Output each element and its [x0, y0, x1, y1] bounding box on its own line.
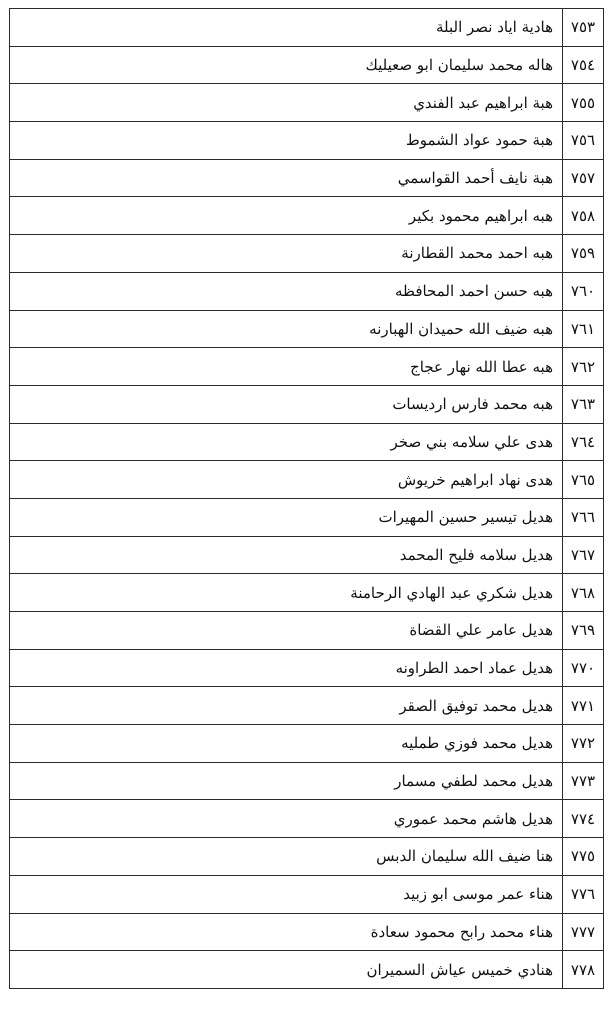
row-name: هبة ابراهيم عبد الفندي: [10, 84, 563, 122]
row-name: هبه ابراهيم محمود بكير: [10, 197, 563, 235]
row-number: ٧٧٢: [563, 725, 604, 763]
row-number: ٧٥٣: [563, 9, 604, 47]
row-name: هديل عماد احمد الطراونه: [10, 649, 563, 687]
row-number: ٧٦٦: [563, 498, 604, 536]
row-number: ٧٥٧: [563, 159, 604, 197]
row-number: ٧٧٠: [563, 649, 604, 687]
table-row: [10, 612, 604, 650]
row-number: ٧٦٢: [563, 348, 604, 386]
table-row: [10, 951, 604, 989]
table-row: [10, 197, 604, 235]
row-name: هبة نايف أحمد القواسمي: [10, 159, 563, 197]
row-number: ٧٦٤: [563, 423, 604, 461]
table-row: [10, 649, 604, 687]
row-number: ٧٧٦: [563, 875, 604, 913]
table-row: [10, 423, 604, 461]
row-number: ٧٦٣: [563, 385, 604, 423]
row-number: ٧٧١: [563, 687, 604, 725]
row-name: هديل شكري عبد الهادي الرحامنة: [10, 574, 563, 612]
table-row: [10, 159, 604, 197]
row-number: ٧٧٥: [563, 838, 604, 876]
table-row: [10, 536, 604, 574]
table-row: [10, 385, 604, 423]
row-number: ٧٧٤: [563, 800, 604, 838]
row-name: هديل هاشم محمد عموري: [10, 800, 563, 838]
row-name: هديل محمد لطفي مسمار: [10, 762, 563, 800]
row-name: هبه محمد فارس ارديسات: [10, 385, 563, 423]
table-row: [10, 913, 604, 951]
row-number: ٧٥٩: [563, 235, 604, 273]
table-row: [10, 272, 604, 310]
table-row: [10, 687, 604, 725]
row-number: ٧٥٤: [563, 46, 604, 84]
table-row: [10, 348, 604, 386]
row-number: ٧٦٥: [563, 461, 604, 499]
row-number: ٧٦٠: [563, 272, 604, 310]
table-row: [10, 9, 604, 47]
row-name: هبه احمد محمد القطارنة: [10, 235, 563, 273]
row-name: هديل عامر علي القضاة: [10, 612, 563, 650]
table-row: [10, 762, 604, 800]
row-number: ٧٧٧: [563, 913, 604, 951]
row-name: هنادي خميس عياش السميران: [10, 951, 563, 989]
row-name: هناء عمر موسى ابو زبيد: [10, 875, 563, 913]
row-name: هدى نهاد ابراهيم خريوش: [10, 461, 563, 499]
table-row: [10, 800, 604, 838]
row-number: ٧٦٩: [563, 612, 604, 650]
row-number: ٧٦١: [563, 310, 604, 348]
table-row: [10, 122, 604, 160]
table-row: [10, 574, 604, 612]
table-row: [10, 310, 604, 348]
names-table: [9, 8, 604, 989]
row-number: ٧٥٨: [563, 197, 604, 235]
table-row: [10, 725, 604, 763]
table-row: [10, 235, 604, 273]
row-name: هديل تيسير حسين المهيرات: [10, 498, 563, 536]
row-name: هدى علي سلامه بني صخر: [10, 423, 563, 461]
row-name: هديل محمد فوزي طمليه: [10, 725, 563, 763]
row-name: هنا ضيف الله سليمان الدبس: [10, 838, 563, 876]
row-number: ٧٥٥: [563, 84, 604, 122]
row-name: هبة حمود عواد الشموط: [10, 122, 563, 160]
table-row: [10, 498, 604, 536]
document-page: [9, 8, 604, 989]
row-name: هاله محمد سليمان ابو صعيليك: [10, 46, 563, 84]
table-row: [10, 838, 604, 876]
row-name: هبه حسن احمد المحافظه: [10, 272, 563, 310]
row-name: هديل سلامه فليح المحمد: [10, 536, 563, 574]
row-number: ٧٦٧: [563, 536, 604, 574]
row-number: ٧٥٦: [563, 122, 604, 160]
table-row: [10, 875, 604, 913]
row-name: هبه عطا الله نهار عجاج: [10, 348, 563, 386]
table-row: [10, 461, 604, 499]
names-table-body: [10, 9, 604, 989]
row-number: ٧٦٨: [563, 574, 604, 612]
row-name: هديل محمد توفيق الصقر: [10, 687, 563, 725]
table-row: [10, 46, 604, 84]
row-name: هناء محمد رابح محمود سعادة: [10, 913, 563, 951]
table-row: [10, 84, 604, 122]
row-number: ٧٧٨: [563, 951, 604, 989]
row-number: ٧٧٣: [563, 762, 604, 800]
row-name: هادية اياد نصر البلة: [10, 9, 563, 47]
row-name: هبه ضيف الله حميدان الهبارنه: [10, 310, 563, 348]
